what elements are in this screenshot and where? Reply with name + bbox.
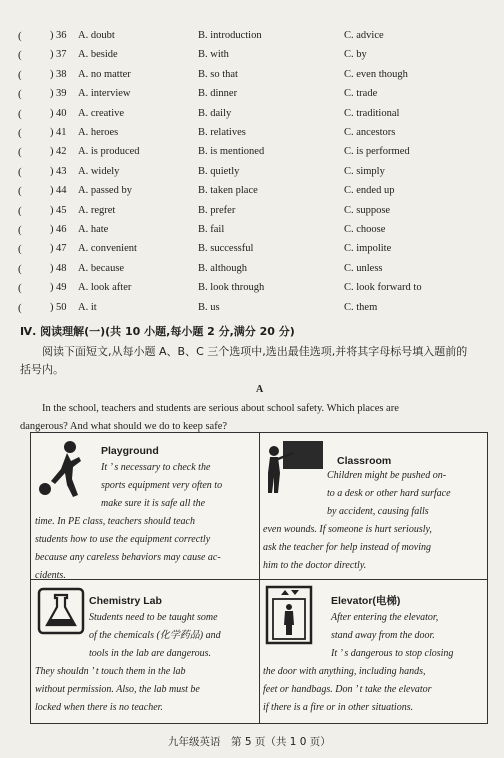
option-b: B. with [198, 49, 229, 61]
section-title: Ⅳ. 阅读理解(一)(共 10 小题,每小题 2 分,满分 20 分) [20, 325, 295, 338]
question-number: 40 [56, 107, 67, 119]
instruction-line-1: 阅读下面短文,从每小题 A、B、C 三个选项中,选出最佳选项,并将其字母标号填入题前的 [42, 345, 468, 358]
answer-bracket[interactable]: ( [18, 30, 22, 42]
question-number: 38 [56, 68, 67, 80]
option-b: B. fail [198, 224, 225, 235]
answer-bracket[interactable]: ( [18, 301, 22, 314]
option-b: B. so that [198, 68, 238, 80]
option-a: A. it [78, 301, 97, 313]
classroom-line-0: Children might be pushed on- [327, 470, 447, 481]
answer-bracket[interactable]: ( [18, 243, 22, 256]
question-paren: ) [50, 88, 54, 100]
soccer-player-icon [37, 439, 87, 499]
option-c: C. look forward to [344, 282, 422, 294]
lab-line-1: of the chemicals (化学药品) and [89, 630, 221, 641]
option-c: C. trade [344, 88, 378, 100]
lab-line-3: They shouldn ’ t touch them in the lab [35, 666, 186, 677]
question-number: 48 [56, 262, 67, 274]
option-a: A. because [78, 262, 125, 274]
option-c: C. is performed [344, 146, 410, 158]
option-c: C. ancestors [344, 127, 396, 138]
answer-bracket[interactable]: ( [18, 127, 22, 139]
option-a: A. hate [78, 224, 109, 235]
question-number: 39 [56, 88, 67, 100]
option-b: B. relatives [198, 127, 246, 138]
option-c: C. by [344, 49, 367, 61]
question-number: 49 [56, 282, 67, 294]
option-a: A. no matter [78, 68, 131, 80]
question-number: 44 [56, 185, 67, 197]
answer-bracket[interactable]: ( [18, 146, 22, 159]
option-c: C. even though [344, 68, 408, 80]
answer-bracket[interactable]: ( [18, 282, 22, 295]
option-b: B. introduction [198, 30, 262, 41]
cell-title-playground: Playground [101, 445, 159, 457]
lab-line-2: tools in the lab are dangerous. [89, 648, 212, 659]
playground-line-3: time. In PE class, teachers should teach [35, 516, 195, 527]
lab-line-0: Students need to be taught some [89, 612, 218, 623]
flask-icon [37, 587, 85, 635]
question-paren: ) [50, 127, 54, 138]
playground-line-0: It ’ s necessary to check the [101, 462, 211, 473]
elevator-line-0: After entering the elevator, [331, 612, 439, 623]
option-b: B. look through [198, 282, 265, 294]
option-a: A. interview [78, 88, 131, 100]
question-paren: ) [50, 68, 54, 80]
question-paren: ) [50, 107, 54, 119]
option-b: B. is mentioned [198, 146, 265, 158]
instruction-line-2: 括号内。 [20, 363, 64, 376]
option-a: A. beside [78, 49, 118, 61]
question-paren: ) [50, 204, 54, 216]
playground-line-6: cidents. [35, 570, 66, 581]
option-c: C. suppose [344, 204, 391, 216]
answer-bracket[interactable]: ( [18, 88, 22, 101]
option-a: A. passed by [78, 185, 132, 197]
question-paren: ) [50, 165, 54, 177]
classroom-line-4: ask the teacher for help instead of moving [263, 542, 432, 553]
answer-bracket[interactable]: ( [18, 68, 22, 81]
elevator-line-3: the door with anything, including hands, [263, 666, 426, 677]
classroom-line-5: him to the doctor directly. [263, 560, 367, 571]
option-a: A. regret [78, 204, 116, 216]
answer-bracket[interactable]: ( [18, 185, 22, 198]
question-paren: ) [50, 282, 54, 294]
option-c: C. them [344, 301, 378, 313]
option-a: A. heroes [78, 127, 119, 138]
lab-line-4: without permission. Also, the lab must be [35, 684, 200, 695]
question-paren: ) [50, 301, 54, 313]
answer-bracket[interactable]: ( [18, 262, 22, 275]
option-b: B. taken place [198, 185, 258, 197]
question-number: 41 [56, 127, 67, 138]
question-paren: ) [50, 146, 54, 158]
passage-letter: A [256, 384, 264, 395]
cell-title-classroom: Classroom [337, 455, 392, 467]
answer-bracket[interactable]: ( [18, 49, 22, 62]
answer-bracket[interactable]: ( [18, 107, 22, 120]
option-b: B. successful [198, 243, 254, 255]
safety-panel [30, 432, 488, 724]
option-b: B. daily [198, 107, 232, 119]
panel-divider-horizontal [31, 579, 487, 580]
question-number: 46 [56, 224, 67, 235]
lab-line-5: locked when there is no teacher. [35, 702, 163, 713]
question-number: 37 [56, 49, 67, 61]
answer-bracket[interactable]: ( [18, 165, 22, 178]
elevator-line-5: if there is a fire or in other situations. [263, 702, 414, 713]
question-number: 47 [56, 243, 67, 255]
option-a: A. convenient [78, 243, 137, 255]
option-c: C. advice [344, 30, 384, 41]
option-b: B. although [198, 262, 247, 274]
question-paren: ) [50, 185, 54, 197]
classroom-line-3: even wounds. If someone is hurt seriously, [263, 524, 432, 535]
question-paren: ) [50, 243, 54, 255]
option-b: B. dinner [198, 88, 238, 100]
cell-title-lab: Chemistry Lab [89, 595, 162, 607]
option-a: A. widely [78, 165, 120, 177]
question-paren: ) [50, 262, 54, 274]
teacher-blackboard-icon [265, 439, 327, 495]
question-number: 43 [56, 165, 67, 177]
passage-intro-line-1: In the school, teachers and students are serious about school safety. Which places are [42, 403, 399, 414]
option-a: A. doubt [78, 30, 115, 41]
option-a: A. look after [78, 282, 132, 294]
option-c: C. impolite [344, 243, 392, 255]
option-c: C. unless [344, 262, 383, 274]
option-a: A. is produced [78, 146, 140, 158]
playground-line-5: because any careless behaviors may cause ac- [35, 552, 221, 563]
option-a: A. creative [78, 107, 125, 119]
question-paren: ) [50, 224, 54, 235]
question-number: 36 [56, 30, 67, 41]
answer-bracket[interactable]: ( [18, 224, 22, 236]
playground-line-4: students how to use the equipment correctly [35, 534, 211, 545]
option-b: B. quietly [198, 165, 240, 177]
question-number: 50 [56, 301, 67, 313]
passage-intro-line-2: dangerous? And what should we do to keep safe? [20, 421, 228, 432]
option-b: B. us [198, 301, 220, 313]
classroom-line-1: to a desk or other hard surface [327, 488, 451, 499]
elevator-icon [265, 585, 313, 645]
question-number: 42 [56, 146, 67, 158]
cell-title-elevator: Elevator(电梯) [331, 595, 401, 607]
option-c: C. traditional [344, 107, 400, 119]
elevator-line-4: feet or handbags. Don ’ t take the elevator [263, 684, 432, 695]
option-c: C. choose [344, 224, 386, 235]
question-paren: ) [50, 30, 54, 41]
playground-line-1: sports equipment very often to [101, 480, 223, 491]
elevator-line-2: It ’ s dangerous to stop closing [331, 648, 454, 659]
playground-line-2: make sure it is safe all the [101, 498, 206, 509]
answer-bracket[interactable]: ( [18, 204, 22, 217]
option-b: B. prefer [198, 204, 236, 216]
page-footer: 九年级英语 第 5 页（共 1 0 页） [168, 736, 331, 748]
option-c: C. simply [344, 165, 385, 177]
panel-divider-vertical [259, 433, 260, 723]
classroom-line-2: by accident, causing falls [327, 506, 429, 517]
option-c: C. ended up [344, 185, 395, 197]
question-paren: ) [50, 49, 54, 61]
question-number: 45 [56, 204, 67, 216]
elevator-line-1: stand away from the door. [331, 630, 435, 641]
